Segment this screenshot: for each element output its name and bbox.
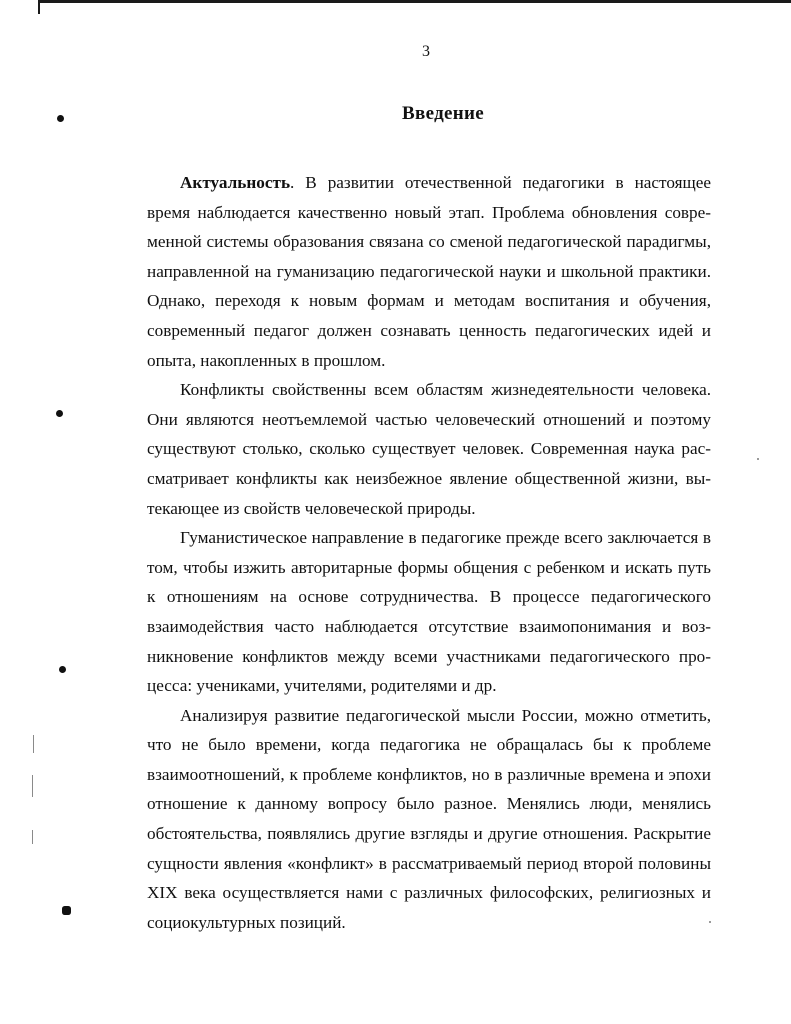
binder-hole-mark [56, 410, 63, 417]
lead-term: Актуальность [180, 173, 291, 192]
paragraph-conflicts: Конфликты свойственны всем областям жизнедеятельности человека. Они являются неотъемлемой частью человеческий отношений и поэтому существуют столько, сколько существует человек. Современная наука рассматривает конфликты как неизбежное явление общественной жизни, вытекающее из свойств человеческой природы. [147, 380, 711, 518]
scan-artifact [32, 830, 33, 844]
binder-hole-mark [59, 666, 66, 673]
paragraph-relevance [147, 168, 711, 375]
body-text [147, 168, 711, 937]
scan-artifact [32, 775, 33, 797]
binder-hole-mark [62, 906, 71, 915]
scan-artifact [757, 458, 759, 460]
scan-edge-left [38, 0, 40, 14]
page-title: Введение [402, 103, 484, 124]
paragraph-humanistic: Гуманистическое направление в педагогике прежде всего заключается в том, чтобы изжить авторитарные формы общения с ребенком и искать путь к отношениям на основе сотрудничества. В процессе педагогического взаимодействия часто наблюдается отсутствие взаимопонимания и возникновение конфликтов между всеми участниками педагогического процесса: учениками, учителями, родителями и др. [147, 528, 711, 696]
paragraph-text: . В развитии отечественной педагогики в настоящее время наблюдается качественно новый этап. Проблема обновления современной системы образования связана со сменой педагогической парадигмы, направленной на гуманизацию педагогической науки и школьной практики. Однако, переходя к новым формам и методам воспитания и обучения, современный педагог должен сознавать ценность педагогических идей и опыта, накопленных в прошлом. [147, 173, 711, 370]
scan-edge-top [38, 0, 791, 3]
scan-artifact [33, 735, 34, 753]
paragraph-analysis: Анализируя развитие педагогической мысли России, можно отметить, что не было времени, когда педагогика не обращалась бы к проблеме взаимоотношений, к проблеме конфликтов, но в различные времена и эпохи отношение к данному вопросу было разное. Менялись люди, менялись обстоятельства, появлялись другие взгляды и другие отношения. Раскрытие сущности явления «конфликт» в рассматриваемый период второй половины XIX века осуществляется нами с различных философских, религиозных и социокультурных позиций. [147, 705, 711, 932]
page-number: 3 [422, 43, 430, 60]
